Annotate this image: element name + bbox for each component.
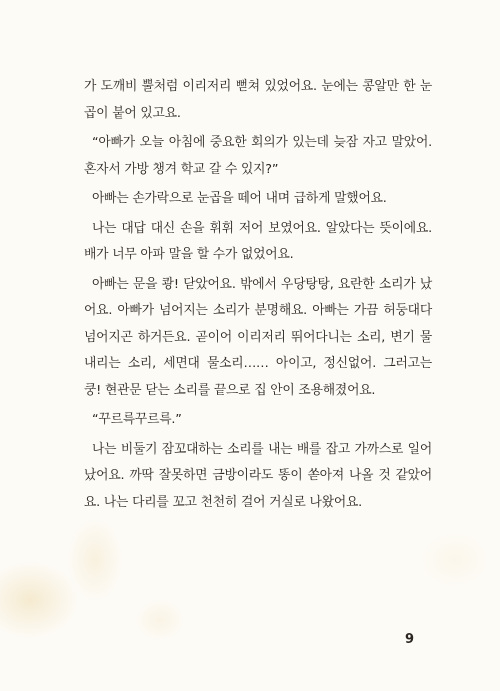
- body-text: [84, 74, 432, 519]
- page-number: 9: [405, 632, 415, 647]
- paragraph-7: 나는 비둘기 잠꼬대하는 소리를 내는 배를 잡고 가까스로 일어났어요. 까딱 잘못하면 금방이라도 똥이 쏟아져 나올 것 같았어요. 나는 다리를 꼬고 천천히 걸어 거실로 나왔어요.: [84, 441, 432, 510]
- paragraph-6: “꾸르륵꾸르륵.”: [92, 412, 182, 427]
- paragraph-1: 가 도깨비 뿔처럼 이리저리 뻗쳐 있었어요. 눈에는 콩알만 한 눈곱이 붙어 있고요.: [84, 79, 432, 121]
- paragraph-5: 아빠는 문을 쾅! 닫았어요. 밖에서 우당탕탕, 요란한 소리가 났어요. 아빠가 넘어지는 소리가 분명해요. 아빠는 가끔 허둥대다 넘어지곤 하거든요. 곧이어 이리저리 뛰어다니는 소리, 변기 물 내리는 소리, 세면대 물소리…… 아이고, 정신없어. 그러고는 쿵! 현관문 닫는 소리를 끝으로 집 안이 조용해졌어요.: [84, 276, 432, 398]
- paragraph-4: 나는 대답 대신 손을 휘휘 저어 보였어요. 알았다는 뜻이에요. 배가 너무 아파 말을 할 수가 없었어요.: [84, 220, 432, 262]
- paragraph-3: 아빠는 손가락으로 눈곱을 떼어 내며 급하게 말했어요.: [92, 191, 387, 206]
- paragraph-2: “아빠가 오늘 아침에 중요한 회의가 있는데 늦잠 자고 말았어. 혼자서 가방 챙겨 학교 갈 수 있지?”: [84, 135, 432, 177]
